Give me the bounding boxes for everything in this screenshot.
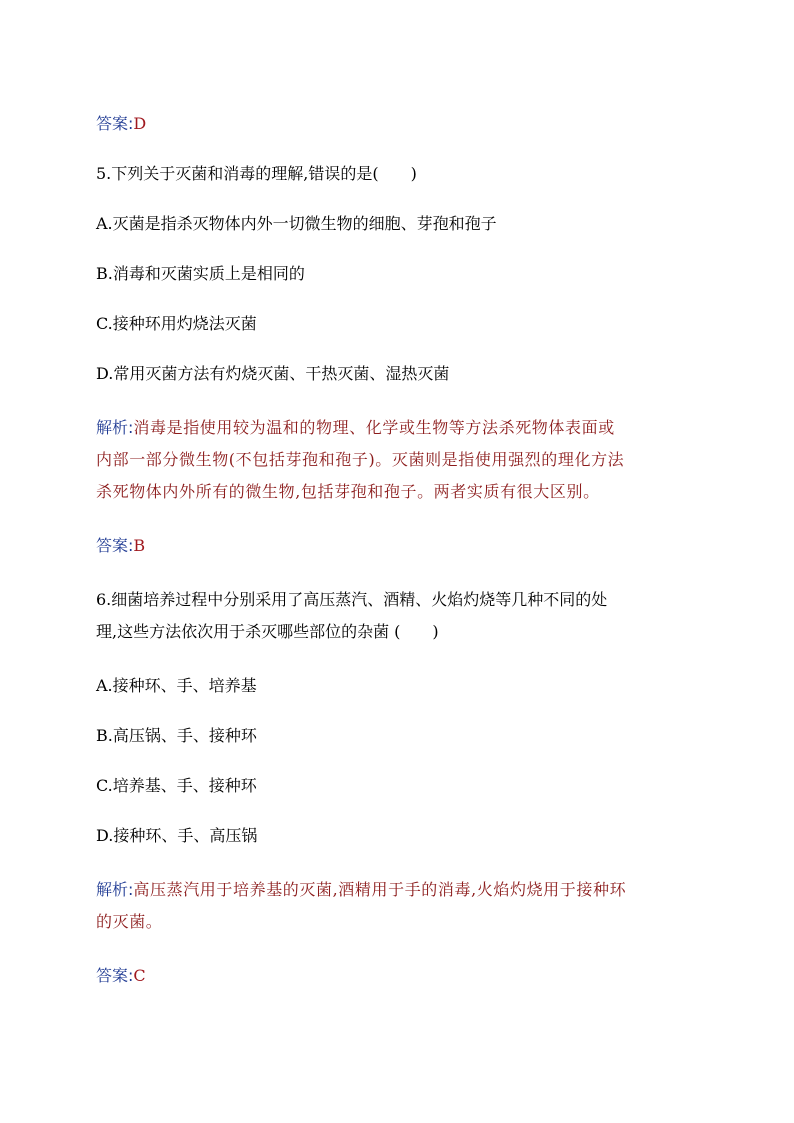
question-5-option-c: C.接种环用灼烧法灭菌: [96, 314, 257, 333]
question-6-option-c: C.培养基、手、接种环: [96, 776, 257, 795]
analysis-label: 解析: [96, 880, 129, 899]
answer-line-q4: 答案:D: [96, 114, 147, 133]
question-6-stem: [96, 584, 706, 648]
question-5-analysis: [96, 412, 706, 508]
answer-line-q6: 答案:C: [96, 966, 146, 985]
question-5-stem: 5.下列关于灭菌和消毒的理解,错误的是( ): [96, 164, 417, 183]
analysis-line: 杀死物体内外所有的微生物,包括芽孢和孢子。两者实质有很大区别。: [96, 482, 600, 501]
answer-value: D: [133, 114, 147, 133]
question-6-option-a: A.接种环、手、培养基: [96, 676, 257, 695]
answer-line-q5: 答案:B: [96, 536, 146, 555]
question-5-option-a: A.灭菌是指杀灭物体内外一切微生物的细胞、芽孢和孢子: [96, 214, 497, 233]
answer-value: B: [133, 536, 146, 555]
question-5-option-d: D.常用灭菌方法有灼烧灭菌、干热灭菌、湿热灭菌: [96, 364, 450, 383]
question-6-stem-line: 理,这些方法依次用于杀灭哪些部位的杂菌 ( ): [96, 622, 439, 641]
analysis-line: 解析:消毒是指使用较为温和的物理、化学或生物等方法杀死物体表面或: [96, 418, 615, 437]
answer-value: C: [133, 966, 146, 985]
answer-label: 答案: [96, 114, 129, 133]
question-6-stem-line: 6.细菌培养过程中分别采用了高压蒸汽、酒精、火焰灼烧等几种不同的处: [96, 590, 608, 609]
analysis-label: 解析: [96, 418, 129, 437]
analysis-line: 内部一部分微生物(不包括芽孢和孢子)。灭菌则是指使用强烈的理化方法: [96, 450, 625, 469]
question-6-option-d: D.接种环、手、高压锅: [96, 826, 258, 845]
analysis-line: 解析:高压蒸汽用于培养基的灭菌,酒精用于手的消毒,火焰灼烧用于接种环: [96, 880, 627, 899]
analysis-line: 的灭菌。: [96, 912, 163, 931]
question-6-analysis: [96, 874, 706, 938]
question-6-option-b: B.高压锅、手、接种环: [96, 726, 257, 745]
question-5-option-b: B.消毒和灭菌实质上是相同的: [96, 264, 305, 283]
answer-label: 答案: [96, 536, 129, 555]
document-page: [96, 112, 706, 988]
answer-label: 答案: [96, 966, 129, 985]
